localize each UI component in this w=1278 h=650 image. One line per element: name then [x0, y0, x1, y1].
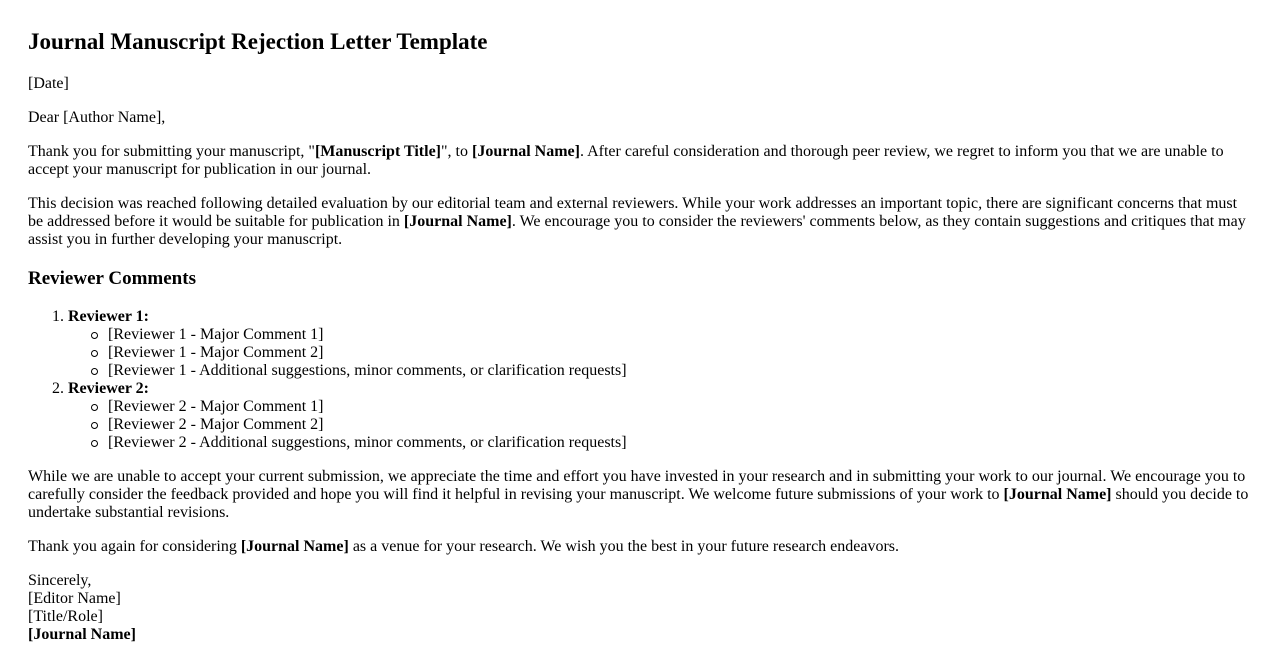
page-title: Journal Manuscript Rejection Letter Template: [28, 29, 488, 54]
date-line: [Date]: [28, 75, 69, 92]
reviewer-comment-text: [Reviewer 2 - Major Comment 1]: [108, 398, 324, 415]
circle-bullet-icon: [91, 368, 98, 375]
paragraph-decision-text-2: . We encourage you to consider the reviewers' comments below, as they contain suggestions and critiques that may assist you in further developing your manuscript.: [28, 213, 1246, 248]
circle-bullet-icon: [91, 422, 98, 429]
reviewer-comment: [108, 398, 324, 416]
sign-off: Sincerely,: [28, 572, 92, 589]
reviewer-number: 2.: [52, 380, 64, 397]
signature-journal-name: [28, 626, 136, 644]
salutation: Dear [Author Name],: [28, 109, 166, 126]
reviewer-label: Reviewer 2:: [68, 380, 149, 397]
paragraph-decision: [28, 195, 1250, 249]
circle-bullet-icon: [91, 332, 98, 339]
reviewer-comment-text: [Reviewer 1 - Additional suggestions, minor comments, or clarification requests]: [108, 362, 627, 379]
paragraph-encouragement-text-1: While we are unable to accept your current submission, we appreciate the time and effort you have invested in your research and in submitting your work to our journal. We encourage you to carefully consider the feedback provided and hope you will find it helpful in revising your manuscript. We welcome future submissions of your work to: [28, 468, 1246, 503]
reviewer-item: [52, 308, 149, 326]
circle-bullet-icon: [91, 350, 98, 357]
circle-bullet-icon: [91, 440, 98, 447]
editor-role: [Title/Role]: [28, 608, 103, 625]
paragraph-intro-text-1: Thank you for submitting your manuscript, ": [28, 143, 315, 160]
journal-name-placeholder: [Journal Name]: [240, 538, 349, 555]
reviewer-comment-text: [Reviewer 1 - Major Comment 2]: [108, 344, 324, 361]
paragraph-intro: [28, 143, 1250, 179]
reviewer-number: 1.: [52, 308, 64, 325]
manuscript-title-placeholder: [Manuscript Title]: [314, 143, 442, 160]
reviewer-comments-heading: Reviewer Comments: [28, 268, 196, 289]
paragraph-intro-text-3: . After careful consideration and thorough peer review, we regret to inform you that we are unable to accept your manuscript for publication in our journal.: [28, 143, 1224, 178]
reviewer-comment: [108, 362, 627, 380]
journal-name-placeholder: [Journal Name]: [472, 143, 580, 160]
paragraph-encouragement: [28, 468, 1250, 522]
reviewer-comment: [108, 434, 627, 452]
editor-name: [Editor Name]: [28, 590, 121, 607]
paragraph-thanks: [28, 538, 1250, 556]
journal-name-placeholder: [Journal Name]: [28, 626, 136, 643]
reviewer-label: Reviewer 1:: [68, 308, 149, 325]
paragraph-decision-text-1: This decision was reached following detailed evaluation by our editorial team and external reviewers. While your work addresses an important topic, there are significant concerns that must be addressed before it would be suitable for publication in: [28, 195, 1238, 230]
paragraph-thanks-text-1: Thank you again for considering: [28, 538, 241, 555]
reviewer-comment-text: [Reviewer 1 - Major Comment 1]: [108, 326, 324, 343]
reviewer-comment: [108, 344, 324, 362]
journal-name-placeholder: [Journal Name]: [403, 213, 512, 230]
journal-name-placeholder: [Journal Name]: [1003, 486, 1112, 503]
reviewer-comment-text: [Reviewer 2 - Major Comment 2]: [108, 416, 324, 433]
reviewer-comment-text: [Reviewer 2 - Additional suggestions, minor comments, or clarification requests]: [108, 434, 627, 451]
circle-bullet-icon: [91, 404, 98, 411]
paragraph-thanks-text-2: as a venue for your research. We wish you the best in your future research endeavors.: [348, 538, 900, 555]
reviewer-item: [52, 380, 149, 398]
paragraph-encouragement-text-2: should you decide to undertake substantial revisions.: [28, 486, 1249, 521]
reviewer-comment: [108, 326, 324, 344]
paragraph-intro-text-2: ", to: [441, 143, 472, 160]
reviewer-comment: [108, 416, 324, 434]
